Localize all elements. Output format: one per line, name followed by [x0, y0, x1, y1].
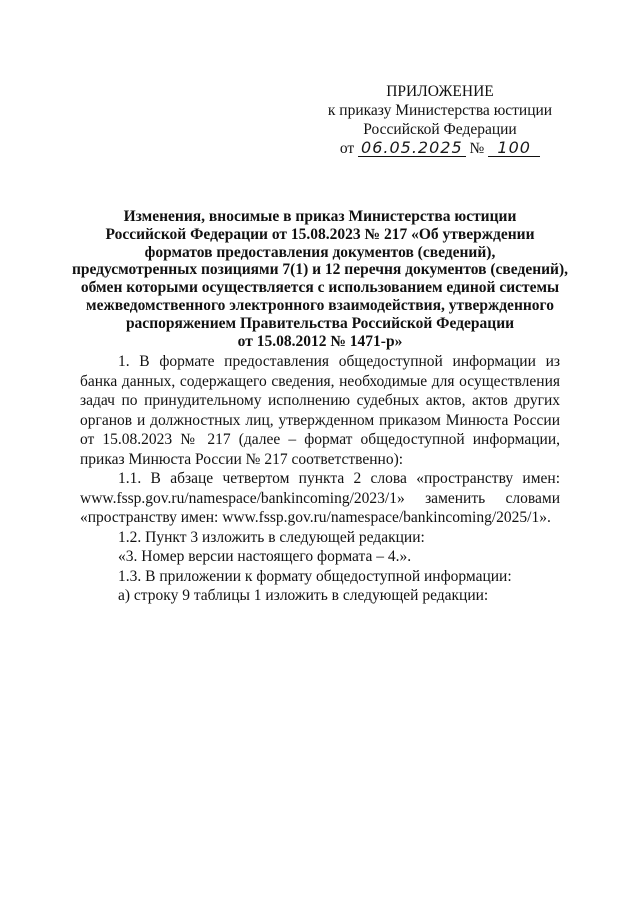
title-line: Изменения, вносимые в приказ Министерства юстиции: [123, 208, 517, 225]
title-line: предусмотренных позициями 7(1) и 12 перечня документов (сведений),: [71, 261, 569, 279]
title-line: Российской Федерации от 15.08.2023 № 217 «Об утверждении: [105, 225, 535, 243]
handwritten-number: 100: [488, 140, 540, 157]
title-line: обмен которыми осуществляется с использованием единой системы: [80, 279, 560, 297]
handwritten-date: 06.05.2025: [358, 140, 466, 157]
approval-date-number-line: [320, 139, 560, 158]
title-line: от 15.08.2012 № 1471-р»: [237, 332, 403, 350]
paragraph-1: 1. В формате предоставления общедоступной информации из банка данных, содержащего сведения, необходимые для осуществления задач по принудительному исполнению судебных актов, актов других органов и должностных лиц, утвержденном приказом Минюста России от 15.08.2023 № 217 (далее – формат общедоступной информации, приказ Минюста России № 217 соответственно):: [80, 353, 560, 468]
paragraph-1-2: 1.2. Пункт 3 изложить в следующей редакции:: [118, 528, 425, 546]
approval-order-line: к приказу Министерства юстиции: [327, 102, 553, 119]
paragraph-1-2-text: «3. Номер версии настоящего формата – 4.».: [118, 548, 412, 565]
approval-authority-line: Российской Федерации: [363, 121, 517, 138]
number-prefix: №: [469, 140, 485, 157]
paragraph-1-3: 1.3. В приложении к формату общедоступной информации:: [118, 567, 512, 585]
title-line: межведомственного электронного взаимодействия, утвержденного: [86, 296, 554, 314]
paragraph-a: а) строку 9 таблицы 1 изложить в следующей редакции:: [118, 587, 489, 604]
document-title: [70, 208, 570, 350]
approval-heading: ПРИЛОЖЕНИЕ: [386, 83, 494, 100]
title-line: распоряжением Правительства Российской Федерации: [125, 314, 515, 332]
title-line: форматов предоставления документов (сведений),: [144, 243, 496, 261]
paragraph-1-1: 1.1. В абзаце четвертом пункта 2 слова «пространству имен: www.fssp.gov.ru/namespace/bankincoming/2023/1» заменить словами «пространству имен: www.fssp.gov.ru/namespace/bankincoming/2025/1».: [80, 470, 560, 526]
document-body: [80, 352, 560, 606]
date-prefix: от: [339, 140, 355, 157]
approval-stamp: [320, 82, 560, 158]
